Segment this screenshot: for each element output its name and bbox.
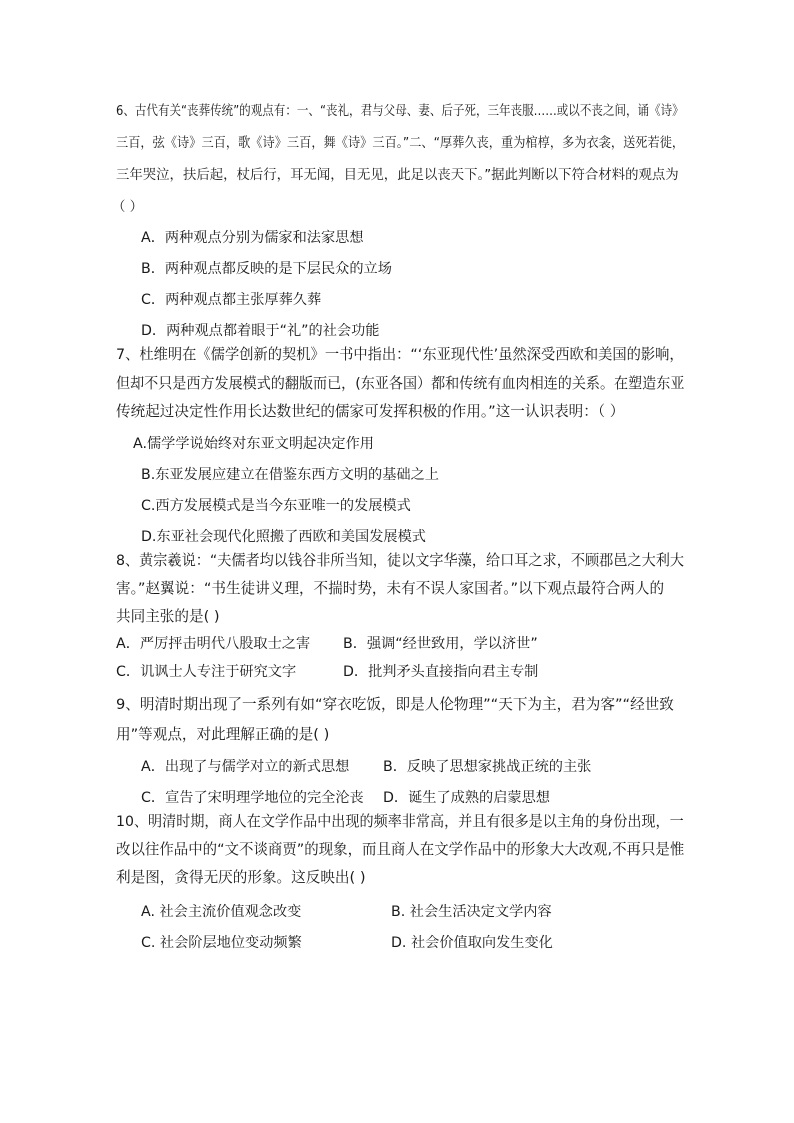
- q7-option-d: D.东亚社会现代化照搬了西欧和美国发展模式: [141, 529, 426, 545]
- q6-option-b: B．两种观点都反映的是下层民众的立场: [141, 261, 392, 277]
- q10-stem-line-2: 改以往作品中的“文不谈商贾”的现象，而且商人在文学作品中的形象大大改观,不再只是惟: [116, 841, 685, 858]
- q7-option-b: B.东亚发展应建立在借鉴东西方文明的基础之上: [141, 467, 439, 483]
- q8-option-a: A．严厉抨击明代八股取士之害: [116, 636, 311, 652]
- q9-stem-line-2: 用”等观点，对此理解正确的是( ): [116, 726, 330, 743]
- q8-stem-line-2: 害。”赵翼说：“书生徒讲义理，不揣时势，未有不误人家国者。”以下观点最符合两人的: [116, 580, 665, 597]
- q9-stem-line-1: 9、明清时期出现了一系列有如“穿衣吃饭，即是人伦物理”“天下为主，君为客”“经世致: [116, 696, 674, 713]
- q7-stem-line-3: 传统起过决定性作用长达数世纪的儒家可发挥积极的作用。”这一认识表明：（ ）: [116, 403, 625, 420]
- q6-stem-line-1: 6、古代有关“丧葬传统”的观点有：一、“丧礼，君与父母、妻、后子死，三年丧服……或以不丧之间，诵《诗》: [116, 104, 684, 119]
- q9-option-d: D．诞生了成熟的启蒙思想: [383, 790, 550, 806]
- q8-option-d: D．批判矛头直接指向君主专制: [343, 664, 539, 680]
- q7-stem-line-2: 但却不只是西方发展模式的翻版而已，(东亚各国）都和传统有血肉相连的关系。在塑造东亚: [116, 375, 685, 392]
- q8-option-b: B．强调“经世致用，学以济世”: [343, 636, 538, 652]
- q6-option-c: C．两种观点都主张厚葬久葬: [141, 292, 322, 308]
- q10-option-b: B. 社会生活决定文学内容: [391, 904, 552, 920]
- q7-option-c: C.西方发展模式是当今东亚唯一的发展模式: [141, 498, 411, 514]
- q9-option-a: A．出现了与儒学对立的新式思想: [141, 759, 350, 775]
- q8-stem-line-1: 8、黄宗羲说：“夫儒者均以钱谷非所当知，徒以文字华藻，给口耳之求，不顾郡邑之大利大: [116, 552, 685, 569]
- q7-stem-line-1: 7、杜维明在《儒学创新的契机》一书中指出：“‘东亚现代性’虽然深受西欧和美国的影响，: [116, 346, 684, 363]
- q6-option-d: D．两种观点都着眼于“礼”的社会功能: [141, 323, 380, 339]
- q10-option-a: A. 社会主流价值观念改变: [141, 904, 302, 920]
- q10-option-d: D. 社会价值取向发生变化: [391, 935, 553, 951]
- q10-stem-line-1: 10、明清时期，商人在文学作品中出现的频率非常高，并且有很多是以主角的身份出现，一: [116, 813, 684, 830]
- q7-option-a: A.儒学学说始终对东亚文明起决定作用: [133, 436, 374, 452]
- q6-stem-line-2: 三百，弦《诗》三百，歌《诗》三百，舞《诗》三百。”二、“厚葬久丧，重为棺椁，多为衣衾，送死若徙，: [116, 136, 685, 151]
- q8-option-c: C．讥讽士人专注于研究文字: [116, 664, 297, 680]
- q9-option-c: C．宣告了宋明理学地位的完全沦丧: [141, 790, 364, 806]
- q6-stem-line-3: 三年哭泣，扶后起，杖后行，耳无闻，目无见，此足以丧天下。”据此判断以下符合材料的观点为: [116, 168, 679, 183]
- q6-option-a: A．两种观点分别为儒家和法家思想: [141, 230, 364, 246]
- q10-stem-line-3: 利是图，贪得无厌的形象。这反映出( ): [116, 869, 366, 886]
- q8-stem-line-3: 共同主张的是( ): [116, 608, 220, 625]
- q10-option-c: C. 社会阶层地位变动频繁: [141, 935, 302, 951]
- q6-answer-blank: （ ）: [112, 200, 144, 215]
- q9-option-b: B．反映了思想家挑战正统的主张: [383, 759, 592, 775]
